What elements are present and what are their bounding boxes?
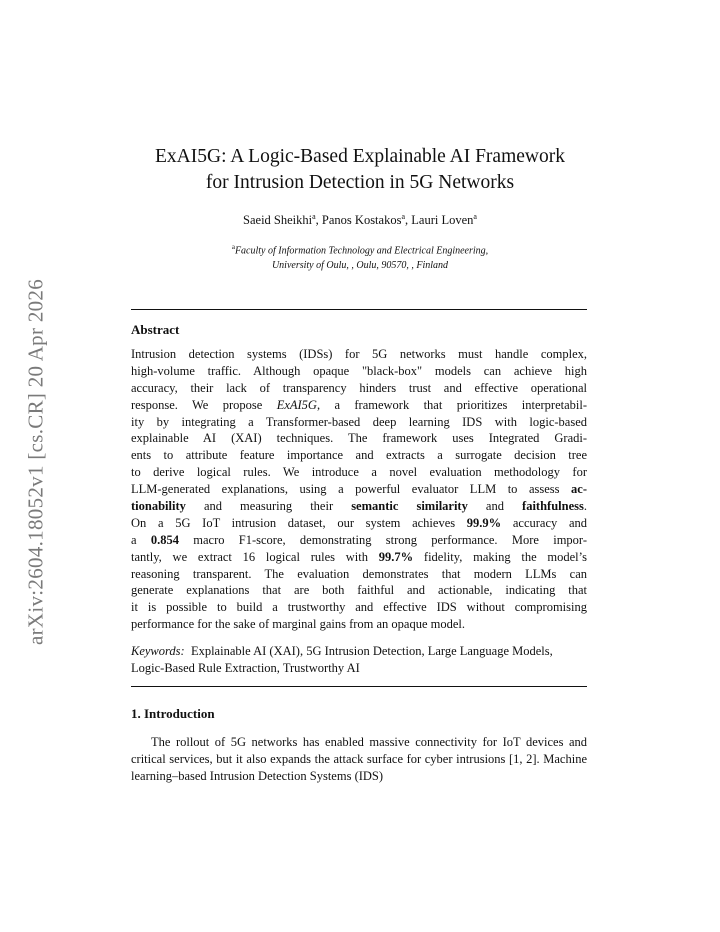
abstract-line bbox=[131, 498, 587, 515]
keywords-text: Explainable AI (XAI), 5G Intrusion Detection, Large Language Models, Logic-Based Rule Extraction, Trustworthy AI bbox=[131, 644, 553, 675]
text-run: reasoning transparent. The evaluation demonstrates that modern LLMs can bbox=[131, 566, 587, 581]
affiliation-line-1: Faculty of Information Technology and Electrical Engineering, bbox=[234, 245, 489, 257]
author-name: Saeid Sheikhi bbox=[243, 213, 313, 228]
author-affiliation-marker: a bbox=[401, 212, 406, 221]
text-run: ity by integrating a Transformer-based deep learning IDS with logic-based bbox=[131, 414, 587, 429]
text-run: Intrusion detection systems (IDSs) for 5G networks must handle complex, bbox=[131, 347, 587, 361]
keywords-label: Keywords: bbox=[131, 644, 185, 658]
top-rule bbox=[131, 309, 587, 310]
abstract-line bbox=[131, 380, 587, 397]
text-run: LLM-generated explanations, using a powerful evaluator LLM to assess bbox=[131, 482, 572, 497]
bold-text: 99.9% bbox=[466, 515, 502, 530]
text-run: high-volume traffic. Although opaque "black-box" models can achieve high bbox=[131, 363, 587, 378]
bold-text: tionability bbox=[131, 499, 186, 514]
abstract-line bbox=[131, 464, 587, 481]
abstract-body bbox=[131, 346, 587, 633]
text-run: to derive logical rules. We introduce a novel evaluation methodology for bbox=[131, 465, 587, 480]
bold-text: faithfulness bbox=[522, 499, 584, 514]
affiliation-marker: a bbox=[231, 243, 235, 251]
affiliation bbox=[0, 240, 720, 273]
bottom-rule bbox=[131, 686, 587, 687]
bold-text: semantic similarity bbox=[351, 499, 468, 514]
text-run: macro F1-score, demonstrating strong performance. More impor- bbox=[178, 532, 587, 547]
abstract-line bbox=[131, 582, 587, 599]
text-run: On a 5G IoT intrusion dataset, our system achieves bbox=[131, 515, 467, 530]
text-run: response. We propose bbox=[131, 397, 277, 412]
author-list: Saeid Sheikhi$^a$, Panos Kostakos$^a$, Lauri Loven$^a$ bbox=[243, 212, 477, 228]
intro-paragraph: The rollout of 5G networks has enabled massive connectivity for IoT devices and critical services, but it also expands the attack surface for cyber intrusions [1, 2]. Machine learning–based Intrusion Detection Systems (IDS) bbox=[131, 735, 587, 783]
abstract-line bbox=[131, 599, 587, 616]
introduction-text bbox=[131, 734, 587, 785]
bold-text: 99.7% bbox=[378, 549, 414, 564]
section-heading: 1. Introduction bbox=[131, 706, 215, 721]
author-name: Panos Kostakos bbox=[321, 213, 402, 228]
arxiv-identifier: arXiv:2604.18052v1 [cs.CR] 20 Apr 2026 bbox=[23, 278, 48, 646]
text-run: and bbox=[467, 499, 523, 514]
abstract-line bbox=[131, 532, 587, 549]
bold-text: 0.854 bbox=[150, 532, 179, 547]
text-run: . bbox=[583, 499, 587, 514]
title-line-1: ExAI5G: A Logic-Based Explainable AI Framework bbox=[155, 146, 565, 167]
abstract-line bbox=[131, 430, 587, 447]
text-run: and measuring their bbox=[185, 499, 352, 514]
author-name: Lauri Loven bbox=[411, 213, 474, 228]
text-run: ents to attribute feature importance and extracts a surrogate decision tree bbox=[131, 448, 587, 463]
title-line-2: for Intrusion Detection in 5G Networks bbox=[205, 172, 515, 193]
text-run: it is possible to build a trustworthy and effective IDS without compromising bbox=[131, 600, 587, 615]
text-run: fidelity, making the model’s bbox=[413, 549, 587, 564]
text-run: a bbox=[131, 532, 151, 547]
text-run: accuracy, their lack of transparency hinders trust and effective operational bbox=[131, 380, 587, 395]
bold-text: ac- bbox=[571, 482, 587, 497]
abstract-line bbox=[131, 397, 587, 414]
text-run: generate explanations that are both faithful and actionable, indicating that bbox=[131, 583, 587, 598]
text-run: explainable AI (XAI) techniques. The framework uses Integrated Gradi- bbox=[131, 431, 587, 446]
abstract-line bbox=[131, 481, 587, 498]
abstract-line bbox=[131, 363, 587, 380]
abstract-line bbox=[131, 616, 587, 633]
abstract-heading: Abstract bbox=[131, 322, 180, 337]
text-run: , a framework that prioritizes interpretabil- bbox=[316, 397, 587, 412]
abstract-line bbox=[131, 346, 587, 363]
author-affiliation-marker: a bbox=[312, 212, 316, 221]
text-run: accuracy and bbox=[501, 515, 587, 530]
abstract-line bbox=[131, 447, 587, 464]
affiliation-line-2: University of Oulu, , Oulu, 90570, , Finland bbox=[271, 260, 449, 272]
abstract-line bbox=[131, 515, 587, 532]
keywords bbox=[131, 643, 587, 677]
paper-title bbox=[0, 144, 720, 196]
abstract-line bbox=[131, 414, 587, 431]
abstract-line bbox=[131, 566, 587, 583]
text-run: performance for the sake of marginal gains from an opaque model. bbox=[131, 617, 466, 632]
author-affiliation-marker: a bbox=[473, 212, 477, 221]
italic-text: ExAI5G bbox=[276, 397, 317, 412]
text-run: tantly, we extract 16 logical rules with bbox=[131, 549, 379, 564]
abstract-line bbox=[131, 549, 587, 566]
